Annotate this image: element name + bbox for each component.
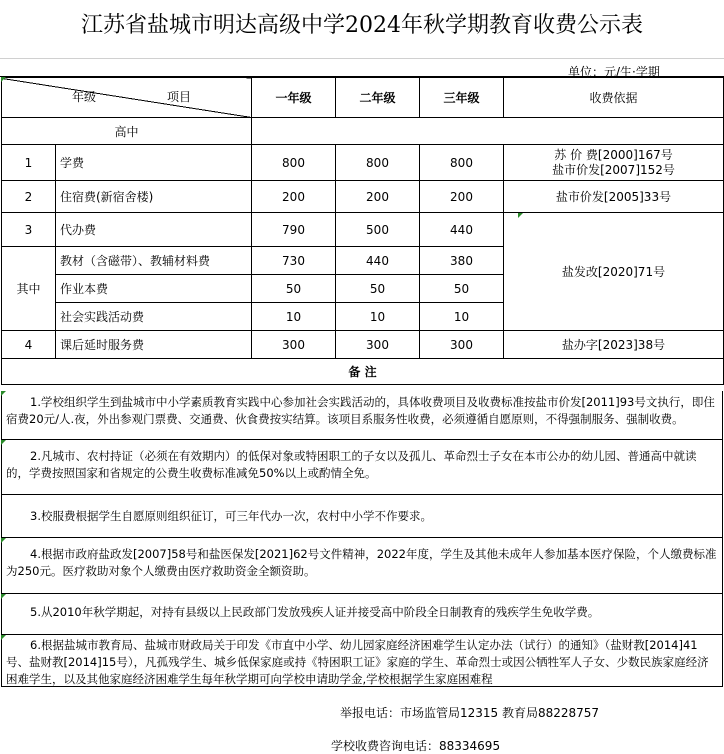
row-g3: 300	[420, 331, 504, 359]
row-g2: 800	[336, 145, 420, 181]
table-row	[2, 331, 724, 359]
table-row	[2, 145, 724, 181]
header-item-label: 项目	[167, 90, 192, 104]
cell-marker-icon	[1, 635, 6, 640]
row-g1: 200	[252, 181, 336, 213]
note-3: 3.校服费根据学生自愿原则组织征订，可三年代办一次，农村中小学不作要求。	[1, 495, 723, 538]
header-grade1: 一年级	[252, 78, 336, 118]
cell-marker-icon	[1, 391, 6, 396]
divider	[0, 58, 724, 59]
row-g1: 790	[252, 213, 336, 247]
header-grade3: 三年级	[420, 78, 504, 118]
row-number: 3	[2, 213, 56, 247]
row-item: 代办费	[56, 213, 252, 247]
row-g2: 50	[336, 275, 420, 303]
row-g2: 200	[336, 181, 420, 213]
row-item: 教材（含磁带）、教辅材料费	[56, 247, 252, 275]
row-g3: 440	[420, 213, 504, 247]
row-g2: 440	[336, 247, 420, 275]
row-g2: 300	[336, 331, 420, 359]
row-number: 4	[2, 331, 56, 359]
header-grade-label: 年级	[72, 90, 97, 104]
section-label: 高中	[2, 118, 252, 145]
row-g1: 10	[252, 303, 336, 331]
note-6: 6.根据盐城市教育局、盐城市财政局关于印发《市直中小学、幼儿园家庭经济困难学生认定办法（试行）的通知》（盐财教[2014]41号、盐财教[2014]15号），凡孤残学生、城乡低保家庭或持《特困职工证》家庭的学生、革命烈士或因公牺牲军人子女、少数民族家庭经济困难学生，以及其他家庭经济困难学生每年秋学期可向学校申请助学金,学校根据学生家庭困难程	[1, 635, 723, 687]
note-1: 1.学校组织学生到盐城市中小学素质教育实践中心参加社会实践活动的，具体收费项目及收费标准按盐市价发[2011]93号文执行，即住宿费20元/人.夜，外出参观门票费、交通费、伙食费按实结算。该项目系服务性收费，必须遵循自愿原则，不得强制服务、强制收费。	[1, 391, 723, 440]
row-subgroup-label: 其中	[2, 247, 56, 331]
fee-table	[1, 77, 724, 385]
row-number: 2	[2, 181, 56, 213]
row-item: 学费	[56, 145, 252, 181]
row-basis: 盐市价发[2005]33号	[504, 181, 724, 213]
header-grade2: 二年级	[336, 78, 420, 118]
row-g2: 500	[336, 213, 420, 247]
table-row	[2, 213, 724, 247]
row-g1: 800	[252, 145, 336, 181]
consult-phone: 学校收费咨询电话：88334695	[331, 739, 501, 753]
row-g3: 380	[420, 247, 504, 275]
row-g2: 10	[336, 303, 420, 331]
cell-marker-icon	[1, 440, 6, 445]
row-g3: 800	[420, 145, 504, 181]
cell-marker-icon	[518, 213, 523, 218]
remarks-header-row	[2, 359, 724, 385]
note-5: 5.从2010年秋学期起，对持有县级以上民政部门发放残疾人证并接受高中阶段全日制教育的残疾学生免收学费。	[1, 594, 723, 635]
cell-marker-icon	[1, 594, 6, 599]
table-header-row	[2, 78, 724, 118]
row-item: 作业本费	[56, 275, 252, 303]
section-row	[2, 118, 724, 145]
row-number: 1	[2, 145, 56, 181]
remarks-title: 备 注	[2, 359, 724, 385]
row-g3: 200	[420, 181, 504, 213]
header-diagonal-cell	[2, 78, 252, 118]
row-item: 课后延时服务费	[56, 331, 252, 359]
page-title: 江苏省盐城市明达高级中学2024年秋学期教育收费公示表	[81, 13, 643, 38]
header-basis: 收费依据	[504, 78, 724, 118]
row-item: 社会实践活动费	[56, 303, 252, 331]
row-g1: 730	[252, 247, 336, 275]
row-g1: 300	[252, 331, 336, 359]
row-basis-merged: 盐发改[2020]71号	[504, 213, 724, 331]
row-item: 住宿费(新宿舍楼)	[56, 181, 252, 213]
cell-marker-icon	[1, 538, 6, 543]
row-g3: 50	[420, 275, 504, 303]
row-g1: 50	[252, 275, 336, 303]
note-2: 2.凡城市、农村持证（必须在有效期内）的低保对象或特困职工的子女以及孤儿、革命烈士子女在本市公办的幼儿园、普通高中就读的，学费按照国家和省规定的公费生收费标准减免50%以上或酌情全免。	[1, 440, 723, 495]
report-phone: 举报电话：市场监管局12315 教育局88228757	[340, 706, 600, 720]
note-4: 4.根据市政府盐政发[2007]58号和盐医保发[2021]62号文件精神，2022年度，学生及其他未成年人参加基本医疗保险，个人缴费标准为250元。医疗救助对象个人缴费由医疗救助资金全额资助。	[1, 538, 723, 594]
row-basis: 苏 价 费[2000]167号 盐市价发[2007]152号	[504, 145, 724, 181]
cell-marker-icon	[1, 77, 6, 82]
unit-label: 单位：元/生·学期	[568, 65, 660, 79]
row-basis: 盐办字[2023]38号	[504, 331, 724, 359]
table-row	[2, 181, 724, 213]
row-g3: 10	[420, 303, 504, 331]
